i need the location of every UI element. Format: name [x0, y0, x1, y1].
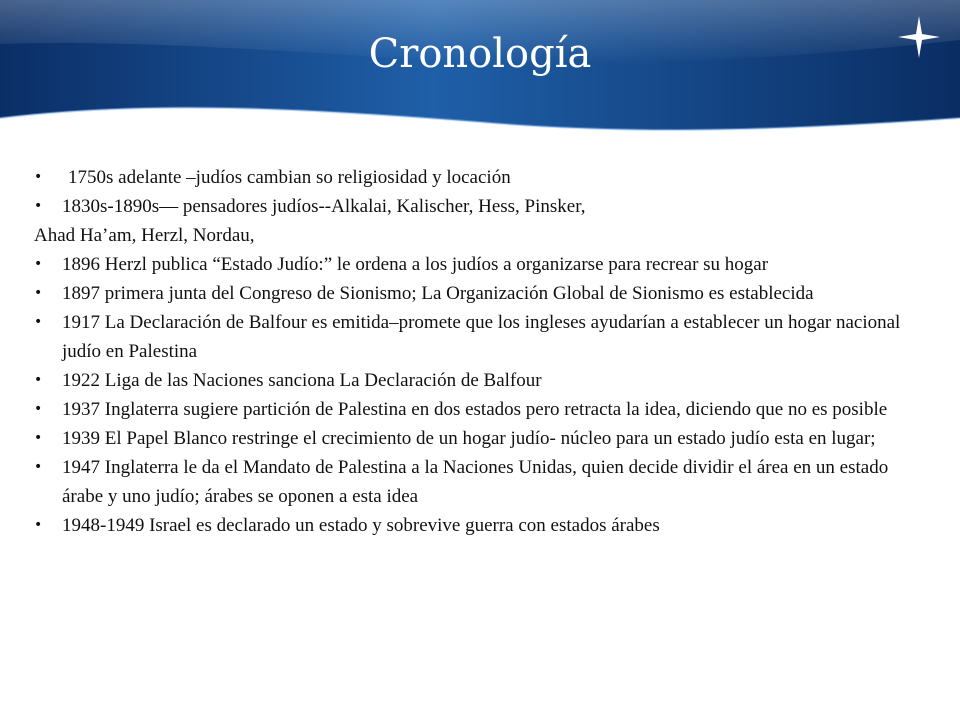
list-item: [34, 308, 934, 366]
list-item: [34, 192, 934, 221]
timeline-item-text: 1939 El Papel Blanco restringe el crecimiento de un hogar judío- núcleo para un estado judío esta en lugar;: [62, 428, 876, 449]
timeline-item-text: 1937 Inglaterra sugiere partición de Palestina en dos estados pero retracta la idea, diciendo que no es posible: [62, 399, 888, 420]
timeline-item-text: 1922 Liga de las Naciones sanciona La Declaración de Balfour: [62, 370, 542, 391]
timeline-item-text: 1917 La Declaración de Balfour es emitida–promete que los ingleses ayudarían a establecer un hogar nacional judío en Palestina: [62, 312, 901, 362]
timeline-item-text: 1896 Herzl publica “Estado Judío:” le ordena a los judíos a organizarse para recrear su hogar: [62, 254, 769, 275]
list-item: [34, 250, 934, 279]
list-item: [34, 424, 934, 453]
timeline-item-text: 1948-1949 Israel es declarado un estado y sobrevive guerra con estados árabes: [62, 515, 660, 536]
list-item: [34, 395, 934, 424]
timeline-item-text: 1897 primera junta del Congreso de Sionismo; La Organización Global de Sionismo es establecida: [62, 283, 814, 304]
slide-title: Cronología: [368, 31, 592, 77]
timeline-item-text: Ahad Ha’am, Herzl, Nordau,: [34, 225, 255, 246]
list-continuation-line: [34, 221, 934, 250]
list-item: [34, 453, 934, 511]
list-item: [34, 279, 934, 308]
list-item: [34, 163, 934, 192]
timeline-item-text: 1947 Inglaterra le da el Mandato de Palestina a la Naciones Unidas, quien decide dividir el área en un estado árabe y uno judío; árabes se oponen a esta idea: [62, 457, 889, 507]
list-item: [34, 511, 934, 540]
timeline-item-text: 1750s adelante –judíos cambian so religiosidad y locación: [68, 167, 511, 188]
timeline-item-text: 1830s-1890s— pensadores judíos--Alkalai, Kalischer, Hess, Pinsker,: [62, 196, 586, 217]
list-item: [34, 366, 934, 395]
timeline-list: [34, 163, 934, 540]
